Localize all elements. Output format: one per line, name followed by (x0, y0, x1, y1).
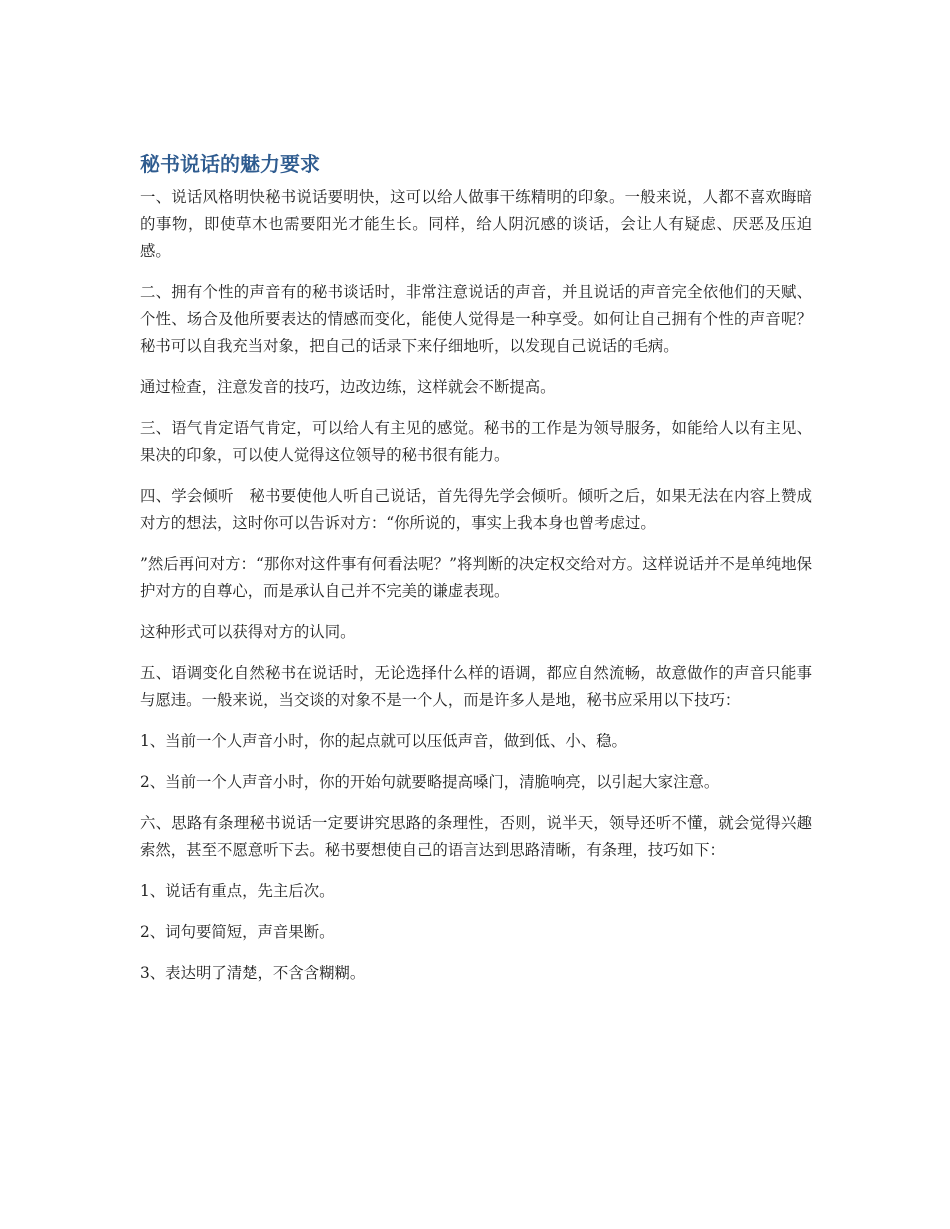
list-item-key-points: 1、说话有重点，先主后次。 (140, 882, 335, 900)
list-item-short-sentences: 2、词句要简短，声音果断。 (140, 923, 335, 941)
paragraph-affirmative-tone: 三、语气肯定语气肯定，可以给人有主见的感觉。秘书的工作是为领导服务，如能给人以有主见、果决的印象，可以使人觉得这位领导的秘书很有能力。 (140, 419, 812, 464)
paragraph-style-brisk: 一、说话风格明快秘书说话要明快，这可以给人做事干练精明的印象。一般来说，人都不喜欢晦暗的事物，即使草木也需要阳光才能生长。同样，给人阴沉感的谈话，会让人有疑虑、厌恶及压迫感。 (140, 188, 812, 260)
paragraph-gain-approval: 这种形式可以获得对方的认同。 (140, 623, 356, 641)
paragraph-natural-intonation: 五、语调变化自然秘书在说话时，无论选择什么样的语调，都应自然流畅，故意做作的声音只能事与愿违。一般来说，当交谈的对象不是一个人，而是许多人是地，秘书应采用以下技巧： (140, 664, 812, 709)
list-item-clear-expression: 3、表达明了清楚，不含含糊糊。 (140, 964, 366, 982)
paragraph-organized-thinking: 六、思路有条理秘书说话一定要讲究思路的条理性，否则，说半天，领导还听不懂，就会觉得兴趣索然，甚至不愿意听下去。秘书要想使自己的语言达到思路清晰，有条理，技巧如下： (140, 814, 812, 859)
document-body (140, 150, 812, 1001)
paragraph-learn-listen: 四、学会倾听 秘书要使他人听自己说话，首先得先学会倾听。倾听之后，如果无法在内容上赞成对方的想法，这时你可以告诉对方：“你所说的，事实上我本身也曾考虑过。 (140, 487, 812, 532)
paragraph-practice-improve: 通过检查，注意发音的技巧，边改边练，这样就会不断提高。 (140, 378, 556, 396)
list-item-raise-voice: 2、当前一个人声音小时，你的开始句就要略提高嗓门，清脆响亮，以引起大家注意。 (140, 773, 720, 791)
paragraph-distinctive-voice: 二、拥有个性的声音有的秘书谈话时，非常注意说话的声音，并且说话的声音完全依他们的天赋、个性、场合及他所要表达的情感而变化，能使人觉得是一种享受。如何让自己拥有个性的声音呢？秘书可以自我充当对象，把自己的话录下来仔细地听，以发现自己说话的毛病。 (140, 283, 812, 355)
document-title: 秘书说话的魅力要求 (140, 152, 320, 176)
list-item-lower-voice: 1、当前一个人声音小时，你的起点就可以压低声音，做到低、小、稳。 (140, 732, 627, 750)
paragraph-ask-opinion: ”然后再问对方：“那你对这件事有何看法呢？”将判断的决定权交给对方。这样说话并不是单纯地保护对方的自尊心，而是承认自己并不完美的谦虚表现。 (140, 555, 812, 600)
